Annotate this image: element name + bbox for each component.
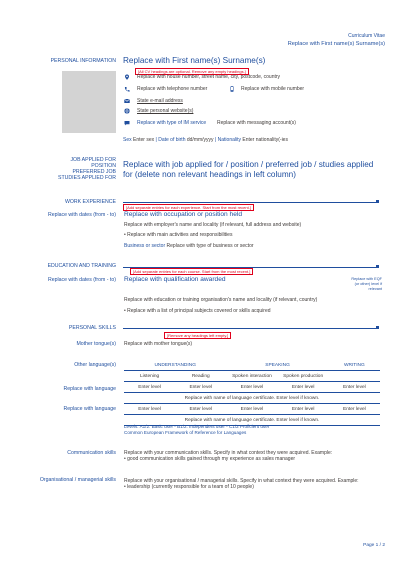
language-certificate: Replace with name of language certificate. Enter level if known. — [124, 415, 380, 426]
education-entries-note: [Add separate entries for each course. Start from the most recent.] — [130, 268, 253, 275]
dob-label: Date of birth — [158, 137, 186, 143]
work-experience-label: WORK EXPERIENCE — [64, 199, 116, 205]
business-value: Replace with type of business or sector — [166, 243, 254, 249]
telephone-icon — [124, 86, 130, 92]
cv-header-name: Replace with First name(s) Surname(s) — [287, 41, 385, 47]
mother-tongue-value: Replace with mother tongue(s) — [124, 341, 193, 347]
spoken-interaction-header: Spoken interaction — [226, 371, 277, 382]
personal-skills-marker — [376, 326, 379, 329]
writing-subheader — [329, 371, 380, 382]
telephone-text: Replace with telephone number — [137, 86, 208, 92]
language-level: Enter level — [124, 404, 175, 415]
work-dates: Replace with dates (from - to) — [47, 212, 116, 218]
language-name-2: Replace with language — [63, 406, 116, 412]
email-link[interactable]: State e-mail address — [137, 98, 183, 104]
photo-placeholder — [62, 71, 116, 133]
website-link[interactable]: State personal website(s) — [137, 108, 194, 114]
mobile-phone-icon — [229, 86, 235, 92]
remove-headings-note: [Remove any headings left empty.] — [164, 332, 231, 339]
language-level: Enter level — [124, 382, 175, 393]
language-row — [124, 404, 380, 415]
language-level: Enter level — [226, 382, 277, 393]
education-marker — [376, 265, 379, 268]
sex-label: Sex — [123, 137, 132, 143]
language-level: Enter level — [175, 404, 226, 415]
dob-value: dd/mm/yyyy — [186, 137, 214, 143]
work-entries-note: [Add separate entries for each experience. Start from the most recent.] — [123, 204, 254, 211]
education-organisation: Replace with education or training organisation's name and locality (if relevant, country) — [124, 297, 318, 303]
reading-header: Reading — [175, 371, 226, 382]
job-applied-text: Replace with job applied for / position / preferred job / studies applied for (delete non relevant headings in left column) — [123, 160, 374, 179]
language-certificate-row — [124, 393, 380, 404]
work-experience-rule — [123, 202, 376, 203]
nationality-label: Nationality — [217, 137, 241, 143]
writing-header: WRITING — [329, 360, 380, 371]
personal-skills-label: PERSONAL SKILLS — [68, 325, 116, 331]
language-levels-legend: Levels: A1/2: Basic user - B1/2: Independent user - C1/2 Proficient user Common European Framework of Reference for Languages — [124, 424, 270, 435]
personal-details-row: Sex Enter sex | Date of birth dd/mm/yyyy | Nationality Enter nationality(-ies — [123, 137, 288, 143]
language-level: Enter level — [175, 382, 226, 393]
eqf-level: Replace with EQF (or other) level if relevant — [351, 277, 382, 291]
address-text: Replace with house number, street name, city, postcode, country — [137, 74, 281, 80]
im-account-text: Replace with messaging account(s) — [217, 120, 296, 126]
communication-skills-label: Communication skills — [67, 450, 116, 456]
mother-tongue-label: Mother tongue(s) — [76, 341, 116, 347]
personal-skills-rule — [123, 328, 376, 329]
work-activities: • Replace with main activities and responsibilities — [124, 232, 233, 238]
mobile-text: Replace with mobile number — [241, 86, 305, 92]
organisational-skills-text: Replace with your organisational / managerial skills. Specify in what context they were acquired. Example: • leadership (currently responsible for a team of 10 people) — [124, 478, 359, 490]
business-label: Business or sector — [124, 243, 166, 249]
other-languages-label: Other language(s) — [74, 362, 116, 368]
language-row — [124, 382, 380, 393]
person-name: Replace with First name(s) Surname(s) — [123, 56, 266, 65]
cv-title: Curriculum Vitae — [348, 33, 385, 39]
language-level: Enter level — [329, 382, 380, 393]
work-employer: Replace with employer's name and locality (if relevant, full address and website) — [124, 222, 302, 228]
language-level: Enter level — [226, 404, 277, 415]
spoken-production-header: Spoken production — [278, 371, 329, 382]
organisational-skills-label: Organisational / managerial skills — [39, 477, 116, 483]
sex-value: Enter sex — [133, 137, 155, 143]
im-service-text: Replace with type of IM service — [137, 120, 207, 126]
communication-skills-text: Replace with your communication skills. Specify in what context they were acquired. Example: • good communication skills gained through my experience as sales manager — [124, 450, 333, 462]
work-occupation: Replace with occupation or position held — [124, 211, 243, 218]
language-header-row — [124, 360, 380, 371]
optional-headings-note: [All CV headings are optional. Remove any empty headings.] — [135, 68, 249, 75]
globe-icon — [124, 108, 130, 114]
understanding-header: UNDERSTANDING — [124, 360, 226, 371]
job-applied-label: JOB APPLIED FOR POSITION PREFERRED JOB STUDIES APPLIED FOR — [58, 157, 116, 181]
work-business-row — [124, 243, 254, 249]
education-label: EDUCATION AND TRAINING — [47, 263, 116, 269]
education-dates: Replace with dates (from - to) — [47, 277, 116, 283]
language-table — [124, 360, 380, 426]
work-experience-marker — [376, 200, 379, 203]
language-subheader-row — [124, 371, 380, 382]
personal-information-label: PERSONAL INFORMATION — [50, 58, 116, 64]
listening-header: Listening — [124, 371, 175, 382]
language-level: Enter level — [278, 404, 329, 415]
education-qualification: Replace with qualification awarded — [124, 276, 226, 283]
language-name-1: Replace with language — [63, 386, 116, 392]
language-level: Enter level — [329, 404, 380, 415]
nationality-value: Enter nationality(-ies — [242, 137, 288, 143]
email-icon — [124, 98, 130, 104]
chat-bubble-icon — [124, 120, 130, 126]
language-level: Enter level — [278, 382, 329, 393]
language-certificate: Replace with name of language certificate. Enter level if known. — [124, 393, 380, 404]
education-subjects: • Replace with a list of principal subjects covered or skills acquired — [124, 308, 271, 314]
speaking-header: SPEAKING — [226, 360, 328, 371]
location-pin-icon — [124, 74, 130, 80]
page-number: Page 1 / 2 — [363, 543, 385, 548]
